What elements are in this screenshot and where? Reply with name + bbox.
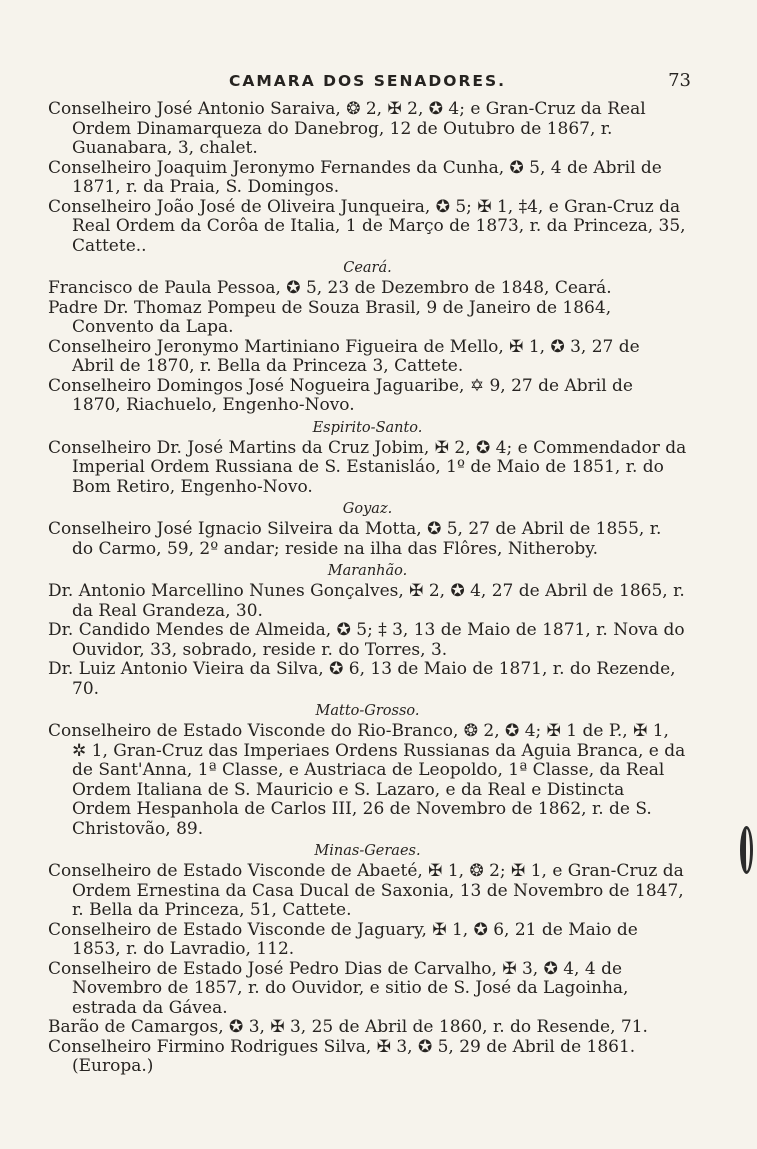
senator-entry: Conselheiro de Estado Visconde de Abaeté, ✠ 1, ❂ 2; ✠ 1, e Gran-Cruz da Ordem Ernestina da Casa Ducal de Saxonia, 13 de Novembro de 1847, r. Bella da Princeza, 51, Cattete.	[48, 861, 684, 920]
senator-entry: Conselheiro João José de Oliveira Junqueira, ✪ 5; ✠ 1, ‡4, e Gran-Cruz da Real Ordem da Corôa de Italia, 1 de Março de 1873, r. da Princeza, 35, Cattete..	[48, 196, 686, 256]
senator-entry: Barão de Camargos, ✪ 3, ✠ 3, 25 de Abril de 1860, r. do Resende, 71.	[48, 1017, 648, 1037]
running-head	[48, 70, 691, 100]
senator-entry: Conselheiro José Ignacio Silveira da Motta, ✪ 5, 27 de Abril de 1855, r. do Carmo, 59, 2º andar; reside na ilha das Flôres, Nitheroby.	[48, 519, 662, 559]
senator-list	[48, 100, 687, 1077]
province-heading: Ceará.	[343, 260, 392, 276]
province-heading: Maranhão.	[327, 563, 408, 579]
senator-entry: Dr. Antonio Marcellino Nunes Gonçalves, ✠ 2, ✪ 4, 27 de Abril de 1865, r. da Real Grandeza, 30.	[48, 581, 685, 621]
senator-entry: Dr. Luiz Antonio Vieira da Silva, ✪ 6, 13 de Maio de 1871, r. do Rezende, 70.	[48, 659, 676, 699]
province-heading: Goyaz.	[342, 501, 393, 517]
ink-blot-mark	[740, 826, 753, 874]
province-heading: Minas-Geraes.	[314, 843, 421, 859]
senator-entry: Conselheiro Joaquim Jeronymo Fernandes da Cunha, ✪ 5, 4 de Abril de 1871, r. da Praia, S. Domingos.	[48, 157, 662, 197]
senator-entry: Conselheiro de Estado Visconde de Jaguary, ✠ 1, ✪ 6, 21 de Maio de 1853, r. do Lavradio, 112.	[48, 919, 638, 959]
senator-entry: Conselheiro Firmino Rodrigues Silva, ✠ 3, ✪ 5, 29 de Abril de 1861. (Europa.)	[48, 1036, 636, 1076]
senator-entry: Conselheiro Dr. José Martins da Cruz Jobim, ✠ 2, ✪ 4; e Commendador da Imperial Ordem Russiana de S. Estanisláo, 1º de Maio de 1851, r. do Bom Retiro, Engenho-Novo.	[48, 437, 687, 497]
senator-entry: Conselheiro de Estado José Pedro Dias de Carvalho, ✠ 3, ✪ 4, 4 de Novembro de 1857, r. do Ouvidor, e sitio de S. José da Lagoinha, estrada da Gávea.	[48, 958, 629, 1018]
page-number: 73	[668, 70, 691, 91]
province-heading: Espirito-Santo.	[312, 419, 423, 436]
senator-entry: Conselheiro Domingos José Nogueira Jaguaribe, ✡ 9, 27 de Abril de 1870, Riachuelo, Engenho-Novo.	[48, 375, 633, 415]
running-title: CAMARA DOS SENADORES.	[228, 72, 507, 90]
senator-entry: Francisco de Paula Pessoa, ✪ 5, 23 de Dezembro de 1848, Ceará.	[48, 278, 612, 298]
senator-entry: Conselheiro de Estado Visconde do Rio-Branco, ❂ 2, ✪ 4; ✠ 1 de P., ✠ 1, ✲ 1, Gran-Cruz das Imperiaes Ordens Russianas da Aguia Branca, e da de Sant'Anna, 1ª Classe, e Austriaca de Leopoldo, 1ª Classe, da Real Ordem Italiana de S. Mauricio e S. Lazaro, e da Real e Distincta Ordem Hespanhola de Carlos III, 26 de Novembro de 1862, r. de S. Christovão, 89.	[48, 721, 686, 839]
senator-entry: Dr. Candido Mendes de Almeida, ✪ 5; ‡ 3, 13 de Maio de 1871, r. Nova do Ouvidor, 33, sobrado, reside r. do Torres, 3.	[48, 620, 685, 660]
senator-entry: Padre Dr. Thomaz Pompeu de Souza Brasil, 9 de Janeiro de 1864, Convento da Lapa.	[48, 297, 612, 337]
province-heading: Matto-Grosso.	[315, 703, 420, 719]
senator-entry: Conselheiro Jeronymo Martiniano Figueira de Mello, ✠ 1, ✪ 3, 27 de Abril de 1870, r. Bella da Princeza 3, Cattete.	[48, 336, 640, 376]
senator-entry: Conselheiro José Antonio Saraiva, ❂ 2, ✠ 2, ✪ 4; e Gran-Cruz da Real Ordem Dinamarqueza do Danebrog, 12 de Outubro de 1867, r. Guanabara, 3, chalet.	[48, 99, 646, 158]
